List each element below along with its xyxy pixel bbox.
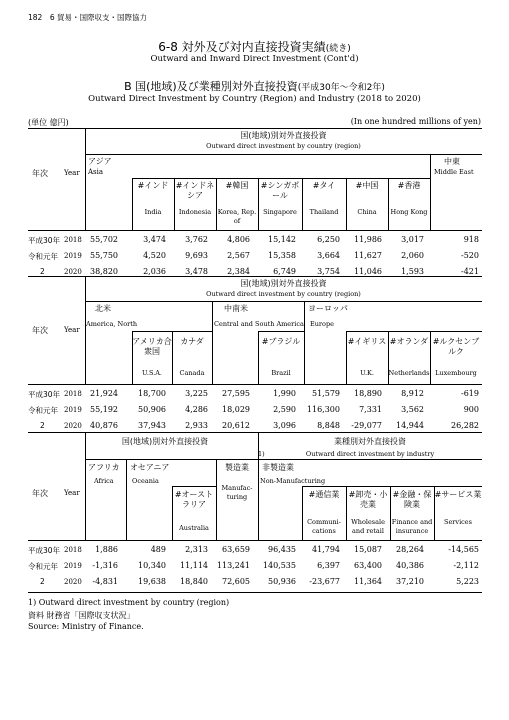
unit-en: (In one hundred millions of yen): [350, 117, 481, 126]
table-cell: 63,659: [222, 545, 250, 554]
section-title-en: Outward Direct Investment by Country (Region) and Industry (2018 to 2020): [88, 94, 421, 104]
table-cell: 2,384: [227, 267, 250, 276]
table-cell: 6,749: [273, 267, 296, 276]
table-cell: 40,876: [90, 421, 118, 430]
year-number: 2020: [64, 422, 82, 430]
column-header-ja: #中国: [355, 181, 379, 190]
column-header-en: Indonesia: [178, 208, 212, 216]
table-cell: 11,627: [354, 251, 382, 260]
column-header-en: China: [357, 208, 377, 216]
b3-group1-note: 1): [258, 450, 265, 458]
column-header-en: Finance and insurance: [391, 518, 433, 535]
year-label: 2: [40, 267, 45, 276]
year-label: 令和元年: [28, 252, 58, 261]
table-title-en: Outward and Inward Direct Investment (Cont'd): [150, 54, 359, 64]
year-number: 2019: [64, 252, 82, 260]
table-cell: 15,087: [354, 545, 382, 554]
column-header-ja: アメリカ合衆国: [132, 337, 172, 356]
b1-region1-en: Asia: [88, 168, 104, 176]
source-ja: 資料 財務省「国際収支状況」: [28, 611, 135, 620]
b3-oceania-ja: オセアニア: [130, 463, 170, 472]
table-cell: 3,754: [317, 267, 340, 276]
table-cell: 72,605: [222, 577, 250, 586]
column-header-ja: #韓国: [225, 181, 249, 190]
table-cell: 8,912: [401, 389, 424, 398]
table-cell: 2,590: [273, 405, 296, 414]
b3-group1-ja: 国(地域)別対外直接投資: [121, 437, 209, 446]
table-cell: -29,077: [351, 421, 382, 430]
year-label: 令和元年: [28, 406, 58, 415]
year-label: 令和元年: [28, 562, 58, 571]
table-cell: 1,593: [401, 267, 424, 276]
year-label: 2: [40, 421, 45, 430]
table-cell: 51,579: [312, 389, 340, 398]
b3-manuf-ja: 製造業: [225, 463, 249, 472]
table-cell: -14,565: [448, 545, 479, 554]
table-cell: 21,924: [90, 389, 118, 398]
year-number: 2020: [64, 578, 82, 586]
b2-region3-ja: ヨーロッパ: [308, 304, 348, 313]
b1-region2-ja: 中東: [444, 157, 460, 166]
column-header-en: Canada: [179, 369, 205, 377]
b2-group-en: Outward direct investment by country (region): [206, 290, 361, 298]
b2-region2-ja: 中南米: [224, 304, 248, 313]
table-cell: 2,313: [185, 545, 208, 554]
table-title-text: 6-8 対外及び対内直接投資実績: [158, 40, 326, 54]
table-cell: 11,046: [354, 267, 382, 276]
table-cell: 2,567: [227, 251, 250, 260]
table-cell: 9,693: [185, 251, 208, 260]
b2-region2-en: Central and South America: [214, 320, 304, 328]
column-header-ja: #インドネシア: [175, 181, 215, 200]
table-cell: 26,282: [451, 421, 479, 430]
table-cell: 8,848: [317, 421, 340, 430]
table-cell: 19,638: [138, 577, 166, 586]
table-cell: 11,114: [180, 561, 208, 570]
column-header-ja: カナダ: [180, 337, 204, 346]
column-header-ja: #シンガポール: [260, 181, 300, 200]
year-number: 2018: [64, 236, 82, 244]
table-cell: 11,986: [354, 235, 382, 244]
table-cell: 4,286: [185, 405, 208, 414]
table-title: [0, 38, 509, 55]
table-cell: -2,112: [453, 561, 479, 570]
table-cell: 55,192: [90, 405, 118, 414]
column-header-en: U.K.: [360, 369, 374, 377]
column-header-ja: #イギリス: [347, 337, 387, 346]
table-cell: 4,520: [143, 251, 166, 260]
table-cell: -520: [461, 251, 479, 260]
b2-year-en: Year: [64, 326, 80, 334]
table-cell: 3,664: [317, 251, 340, 260]
b1-year-en: Year: [64, 169, 80, 177]
table-cell: 140,535: [262, 561, 296, 570]
table-cell: 116,300: [306, 405, 340, 414]
year-number: 2019: [64, 562, 82, 570]
b3-nonmanuf-en: Non-Manufacturing: [260, 477, 326, 485]
year-number: 2020: [64, 268, 82, 276]
table-cell: 27,595: [222, 389, 250, 398]
table-cell: 15,358: [268, 251, 296, 260]
section-title-text: B 国(地域)及び業種別対外直接投資: [124, 80, 298, 93]
b3-oceania-en: Oceania: [132, 477, 159, 485]
b2-year-ja: 年次: [32, 326, 48, 335]
table-cell: 11,364: [354, 577, 382, 586]
table-cell: 18,700: [138, 389, 166, 398]
table-cell: 918: [463, 235, 479, 244]
column-header-en: Luxembourg: [435, 369, 477, 377]
table-cell: 6,397: [317, 561, 340, 570]
year-number: 2019: [64, 406, 82, 414]
table-cell: 14,944: [396, 421, 424, 430]
column-header-ja: #ルクセンブルク: [432, 337, 480, 356]
b2-region1-en: America, North: [86, 320, 138, 328]
table-cell: 15,142: [268, 235, 296, 244]
table-cell: 7,331: [359, 405, 382, 414]
table-cell: -421: [461, 267, 479, 276]
column-header-ja: #タイ: [312, 181, 336, 190]
column-header-ja: #サービス業: [434, 490, 482, 499]
table-cell: -4,831: [92, 577, 118, 586]
table-cell: 3,762: [185, 235, 208, 244]
table-cell: 3,096: [273, 421, 296, 430]
column-header-en: Services: [444, 518, 472, 526]
table-cell: 41,794: [312, 545, 340, 554]
column-header-ja: #ブラジル: [261, 337, 301, 346]
table-cell: 10,340: [138, 561, 166, 570]
column-header-en: Netherlands: [388, 369, 430, 377]
b3-australia-ja: #オーストラリア: [174, 490, 214, 509]
column-header-en: Hong Kong: [390, 208, 428, 216]
b1-year-ja: 年次: [32, 169, 48, 178]
column-header-ja: #香港: [397, 181, 421, 190]
b3-group2-en: Outward direct investment by industry: [305, 450, 435, 458]
table-cell: 3,017: [401, 235, 424, 244]
column-header-ja: #通信業: [308, 490, 340, 499]
table-cell: 4,806: [227, 235, 250, 244]
table-cell: 18,840: [180, 577, 208, 586]
b2-region3-en: Europe: [310, 320, 334, 328]
table-cell: 489: [150, 545, 166, 554]
column-header-en: India: [144, 208, 162, 216]
table-cell: 40,386: [396, 561, 424, 570]
table-cell: 55,750: [90, 251, 118, 260]
table-cell: 1,990: [273, 389, 296, 398]
column-header-en: Korea, Rep. of: [217, 208, 257, 225]
table-cell: 900: [463, 405, 479, 414]
table-cell: 18,029: [222, 405, 250, 414]
unit-ja: (単位 億円): [28, 118, 69, 127]
year-label: 平成30年: [28, 546, 61, 555]
table-cell: 113,241: [216, 561, 250, 570]
b3-manuf-en: Manufac-turing: [221, 484, 253, 501]
table-cell: 6,250: [317, 235, 340, 244]
b1-region1-ja: アジア: [88, 157, 112, 166]
year-label: 平成30年: [28, 236, 61, 245]
b1-group-ja: 国(地域)別対外直接投資: [240, 131, 327, 140]
column-header-en: U.S.A.: [142, 369, 162, 377]
b2-region1-ja: 北米: [95, 304, 111, 313]
b2-group-ja: 国(地域)別対外直接投資: [240, 279, 327, 288]
column-header-en: Singapore: [263, 208, 297, 216]
column-header-ja: #金融・保険業: [392, 490, 432, 509]
b3-africa-en: Africa: [94, 477, 114, 485]
page-header: 182 6 貿易・国際収支・国際協力: [28, 13, 147, 22]
table-cell: 3,225: [185, 389, 208, 398]
table-title-suffix: (続き): [325, 44, 351, 54]
table-cell: 20,612: [222, 421, 250, 430]
table-cell: 37,943: [138, 421, 166, 430]
table-cell: 3,478: [185, 267, 208, 276]
table-cell: -1,316: [92, 561, 118, 570]
column-header-en: Brazil: [271, 369, 291, 377]
table-cell: 3,562: [401, 405, 424, 414]
table-cell: 50,936: [268, 577, 296, 586]
b3-australia-en: Australia: [179, 524, 209, 532]
column-header-en: Communi-cations: [307, 518, 341, 535]
year-number: 2018: [64, 390, 82, 398]
table-cell: 2,036: [143, 267, 166, 276]
table-cell: 5,223: [456, 577, 479, 586]
table-cell: 2,933: [185, 421, 208, 430]
section-title: [0, 78, 509, 94]
table-cell: 55,702: [90, 235, 118, 244]
table-cell: 96,435: [268, 545, 296, 554]
column-header-en: Wholesale and retail: [351, 518, 385, 535]
column-header-ja: #オランダ: [389, 337, 429, 346]
table-cell: -23,677: [309, 577, 340, 586]
source-en: Source: Ministry of Finance.: [28, 622, 144, 631]
b3-africa-ja: アフリカ: [88, 463, 120, 472]
year-label: 2: [40, 577, 45, 586]
footnote: 1) Outward direct investment by country (region): [28, 598, 230, 607]
table-cell: 37,210: [396, 577, 424, 586]
table-cell: 2,060: [401, 251, 424, 260]
table-cell: 18,890: [354, 389, 382, 398]
b3-nonmanuf-ja: 非製造業: [262, 463, 294, 472]
b1-group-en: Outward direct investment by country (region): [206, 142, 361, 150]
column-header-ja: #インド: [137, 181, 169, 190]
b1-region2-en: Middle East: [434, 168, 474, 176]
column-header-en: Thailand: [309, 208, 339, 216]
year-number: 2018: [64, 546, 82, 554]
b3-group2-ja: 業種別対外直接投資: [334, 437, 406, 446]
section-title-period: (平成30年～令和2年): [297, 83, 385, 93]
table-cell: 38,820: [90, 267, 118, 276]
b3-year-ja: 年次: [32, 489, 48, 498]
column-header-ja: #卸売・小売業: [348, 490, 388, 509]
b3-year-en: Year: [64, 489, 80, 497]
table-cell: 50,906: [138, 405, 166, 414]
table-cell: 3,474: [143, 235, 166, 244]
table-cell: 1,886: [95, 545, 118, 554]
table-cell: 28,264: [396, 545, 424, 554]
year-label: 平成30年: [28, 390, 61, 399]
table-cell: 63,400: [354, 561, 382, 570]
table-cell: -619: [461, 389, 479, 398]
